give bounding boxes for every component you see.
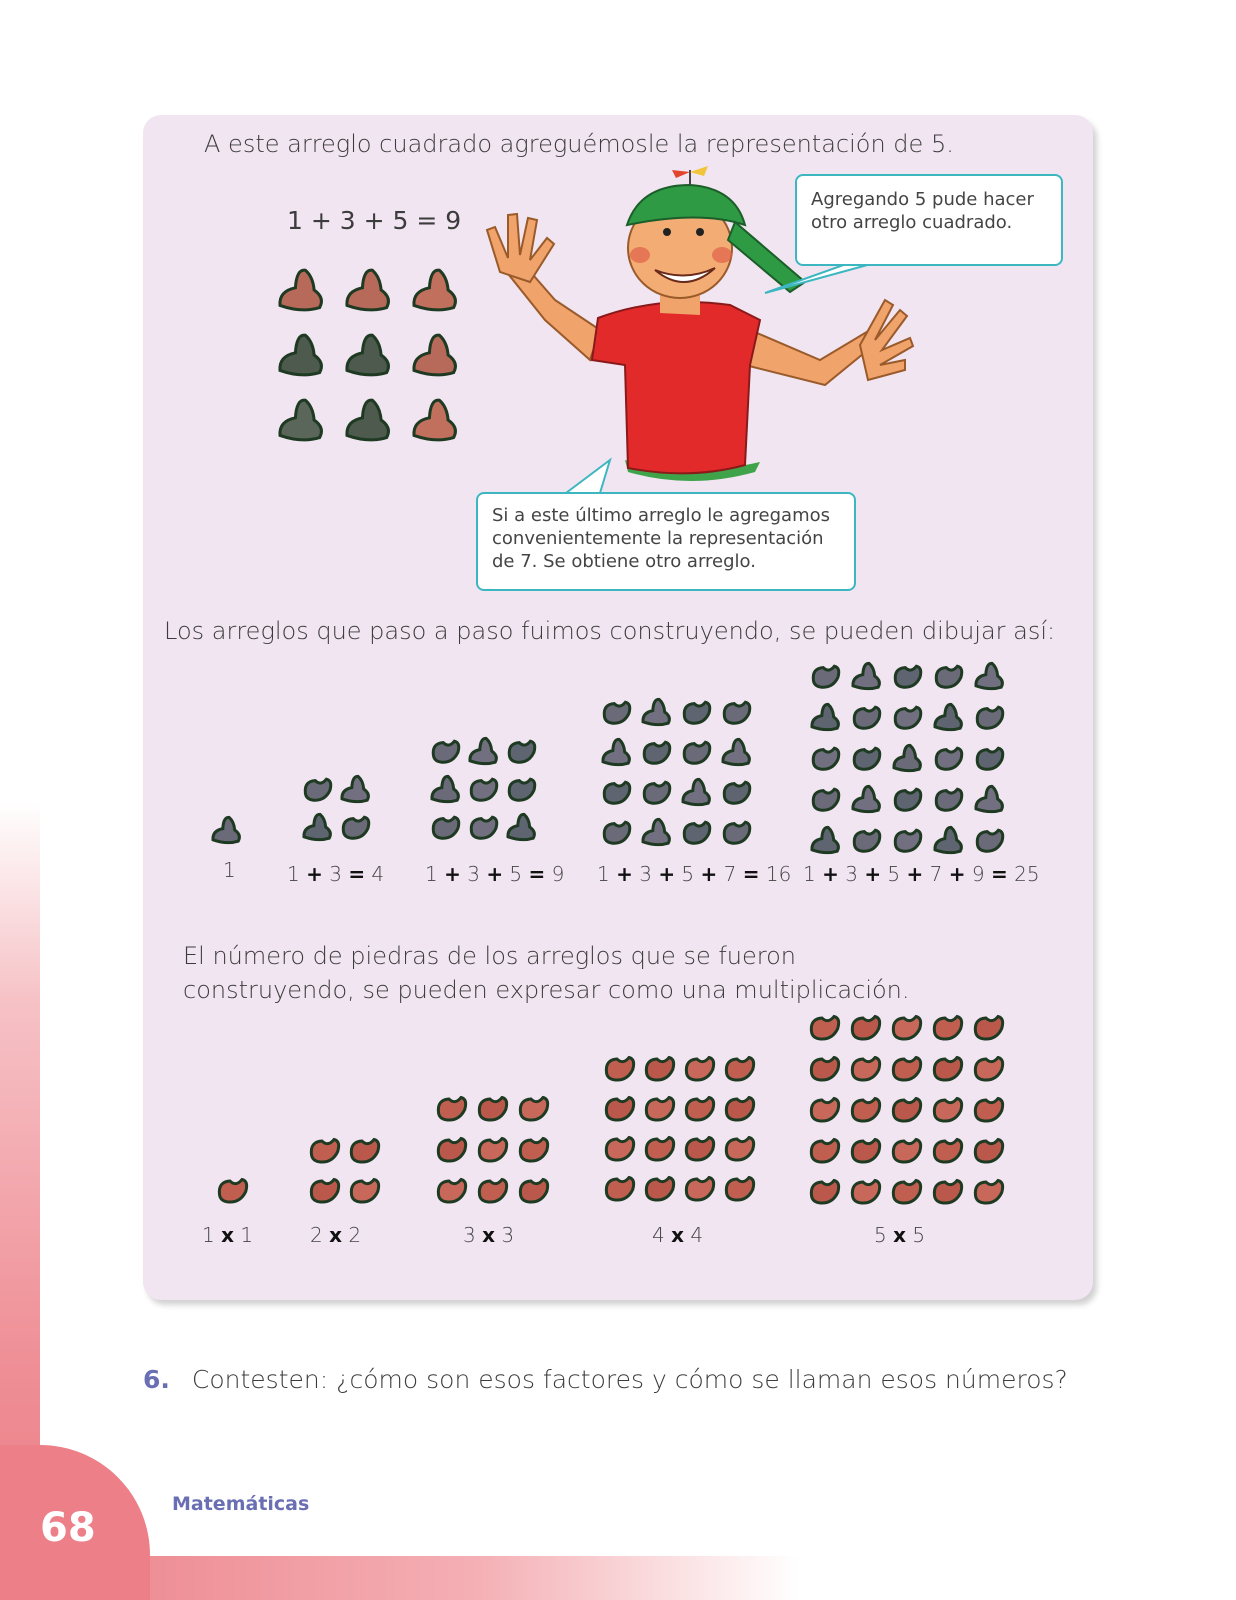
stone [726, 1138, 753, 1161]
stone-arrays-gnomon-row [213, 663, 1003, 852]
sum-label-4: 1 + 3 + 5 + 7 = 16 [597, 862, 792, 886]
stone [934, 1058, 961, 1081]
stone [684, 742, 710, 763]
page-number: 68 [40, 1505, 96, 1551]
sum-label-5: 1 + 3 + 5 + 7 + 9 = 25 [803, 862, 1040, 886]
stone [852, 1099, 879, 1122]
stone [977, 830, 1003, 851]
stone [854, 830, 880, 851]
stone [726, 1058, 753, 1081]
stone [813, 748, 839, 769]
sum-label-3: 1 + 3 + 5 = 9 [425, 862, 565, 886]
stone [854, 748, 880, 769]
speech-bubble-top: Agregando 5 pude hacer otro arreglo cuadrado. [795, 174, 1063, 266]
product-label-3: 3 x 3 [463, 1223, 515, 1247]
stone [813, 789, 839, 810]
stone [438, 1180, 465, 1203]
stone [684, 702, 710, 723]
stone [811, 1140, 838, 1163]
stone [686, 1178, 713, 1201]
stone [606, 1138, 633, 1161]
stone [280, 335, 322, 375]
stone [606, 1058, 633, 1081]
stone [724, 822, 750, 843]
product-label-2: 2 x 2 [310, 1223, 362, 1247]
stone [812, 827, 838, 852]
stone [606, 1098, 633, 1121]
arrangements-intro: Los arreglos que paso a paso fuimos construyendo, se pueden dibujar así: [164, 617, 1056, 645]
stone [813, 666, 839, 687]
stone [936, 666, 962, 687]
stone [935, 827, 961, 852]
stone [646, 1178, 673, 1201]
stone [895, 666, 921, 687]
stone [479, 1180, 506, 1203]
stone [893, 1181, 920, 1204]
stone [604, 782, 630, 803]
stone [432, 776, 458, 801]
stone [347, 400, 389, 440]
stone [976, 663, 1002, 688]
stone [975, 1058, 1002, 1081]
bubble-bottom-tail [566, 460, 610, 493]
stone [414, 400, 456, 440]
stone [854, 707, 880, 728]
stone [414, 270, 456, 310]
stone [438, 1098, 465, 1121]
stone [347, 335, 389, 375]
stone [977, 707, 1003, 728]
stone [343, 817, 369, 838]
stone [280, 270, 322, 310]
stone [311, 1140, 338, 1163]
multiplication-intro: El número de piedras de los arreglos que se fueron construyendo, se pueden expresar como una multiplicación. [183, 942, 910, 1004]
stone [893, 1099, 920, 1122]
stone [311, 1180, 338, 1203]
question-number: 6. [143, 1365, 170, 1394]
stone [280, 400, 322, 440]
sum-label-2: 1 + 3 = 4 [287, 862, 385, 886]
stone-arrays-product-row [219, 1017, 1002, 1204]
stone [603, 739, 629, 764]
stone [726, 1178, 753, 1201]
stone [686, 1058, 713, 1081]
stone [213, 817, 239, 842]
stone [811, 1058, 838, 1081]
stone [852, 1181, 879, 1204]
stone [479, 1098, 506, 1121]
stone [471, 779, 497, 800]
stone [646, 1098, 673, 1121]
top-equation: 1 + 3 + 5 = 9 [287, 206, 462, 235]
stone [853, 786, 879, 811]
stone [351, 1140, 378, 1163]
product-label-4: 4 x 4 [652, 1223, 704, 1247]
stone [811, 1181, 838, 1204]
stone [726, 1098, 753, 1121]
stone [342, 776, 368, 801]
stone [724, 782, 750, 803]
stone [351, 1180, 378, 1203]
stone [975, 1099, 1002, 1122]
stone [433, 817, 459, 838]
stone [643, 699, 669, 724]
sum-label-1: 1 [223, 858, 236, 882]
stone [520, 1098, 547, 1121]
question-6 [143, 1365, 1068, 1394]
stone [812, 704, 838, 729]
stone [604, 822, 630, 843]
stone [606, 1178, 633, 1201]
stone [438, 1139, 465, 1162]
stone-array-3x3-top [280, 270, 456, 440]
stone [684, 822, 710, 843]
stone [479, 1139, 506, 1162]
stone [686, 1098, 713, 1121]
stone [811, 1017, 838, 1040]
stone [811, 1099, 838, 1122]
stone [852, 1058, 879, 1081]
stone [604, 702, 630, 723]
section-intro: A este arreglo cuadrado agreguémosle la representación de 5. [204, 130, 954, 158]
stone [509, 779, 535, 800]
stone [893, 1140, 920, 1163]
stone [895, 830, 921, 851]
stone [644, 782, 670, 803]
stone [934, 1099, 961, 1122]
stone [934, 1017, 961, 1040]
stone [975, 1140, 1002, 1163]
footer-subject: Matemáticas [172, 1493, 310, 1515]
stone [686, 1138, 713, 1161]
stone [219, 1180, 246, 1203]
stone [936, 789, 962, 810]
stone [644, 742, 670, 763]
speech-bubble-bottom: Si a este último arreglo le agregamos convenientemente la representación de 7. Se obtiene otro arreglo. [476, 492, 856, 591]
stone [414, 335, 456, 375]
stone [643, 819, 669, 844]
stone [646, 1138, 673, 1161]
stone [976, 786, 1002, 811]
product-label-5: 5 x 5 [874, 1223, 926, 1247]
question-text: Contesten: ¿cómo son esos factores y cómo se llaman esos números? [191, 1365, 1068, 1394]
stone [520, 1139, 547, 1162]
stone [977, 748, 1003, 769]
stone [347, 270, 389, 310]
stone [470, 738, 496, 763]
product-label-1: 1 x 1 [202, 1223, 254, 1247]
stone [894, 745, 920, 770]
stone [520, 1180, 547, 1203]
stone [893, 1058, 920, 1081]
stone [936, 748, 962, 769]
stone [646, 1058, 673, 1081]
stone [895, 789, 921, 810]
stone [934, 1181, 961, 1204]
stone [723, 739, 749, 764]
stone [935, 704, 961, 729]
stone [975, 1017, 1002, 1040]
stone [895, 707, 921, 728]
stone [852, 1140, 879, 1163]
stone [934, 1140, 961, 1163]
stone [509, 741, 535, 762]
stone [852, 1017, 879, 1040]
stone [508, 814, 534, 839]
stone [304, 814, 330, 839]
stone [433, 741, 459, 762]
stone [893, 1017, 920, 1040]
stone [853, 663, 879, 688]
stone [305, 779, 331, 800]
stone [975, 1181, 1002, 1204]
stone [471, 817, 497, 838]
stone [683, 779, 709, 804]
stone [724, 702, 750, 723]
